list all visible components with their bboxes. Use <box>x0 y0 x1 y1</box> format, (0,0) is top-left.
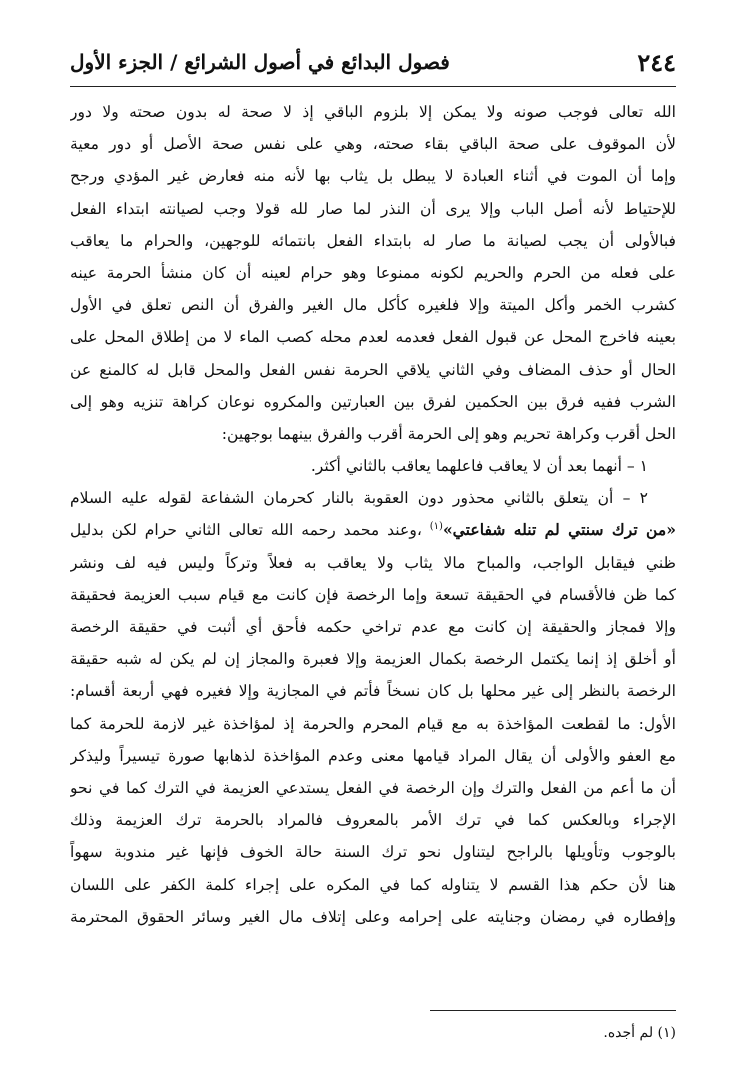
text-line: للإحتياط لأنه أصل الباب وإلا يرى أن النذر لما صار لله قولا وجب لصيانته ابتداء الفعل <box>70 199 676 218</box>
footnote: (١) لم أجده. <box>603 1025 676 1041</box>
page-header <box>70 40 676 84</box>
text-line: كما ظن فالأقسام في الحقيقة تسعة وإما الرخصة فإن كانت مع قيام سبب العزيمة فحقيقة <box>70 585 676 604</box>
text-line: الحال أو حذف المضاف وفي الثاني يلاقي الحرمة نفس الفعل والمحل قابل له كالمنع عن <box>70 360 676 379</box>
text-line: فبالأولى أن يجب لصيانة ما صار له بابتداء الفعل بانتمائه للوجهين، والحرام ما يعاقب <box>70 231 676 250</box>
text-line: لأن الموقوف على صحة الباقي بقاء صحته، وهي على نفس صحة الأصل أو دور معية <box>70 135 676 154</box>
text-line: بالوجوب وتأويلها بالراجح ليتناول نحو ترك السنة حالة الخوف فإنها غير مندوبة سهواً <box>70 843 676 862</box>
text-line: الرخصة بالنظر إلى غير محلها بل كان نسخاً فأتم في المجازية وإلا فغيره فهي أربعة أقسام: <box>70 682 676 701</box>
text-line: على فعله من الحرم والحريم لكونه ممنوعا وهو حرام لعينه أن كان منشأ الحرمة عينه <box>70 263 676 282</box>
text-line: مع العفو والأولى أن يقال المراد قيامها معنى وعدم المؤاخذة لذهابها صورة تيسيراً وليذكر <box>70 746 676 765</box>
text-line: أو أخلق إذ إنما يكتمل الرخصة بكمال العزيمة وإلا فعبرة والمجاز إن لم يكن له شبه حقيقة <box>70 650 676 669</box>
list-item: ٢ – أن يتعلق بالثاني محذور دون العقوبة بالنار كحرمان الشفاعة لقوله عليه السلام <box>70 489 648 508</box>
text-line: الإجراء وبالعكس كما في ترك الأمر بالمعروف فالمراد بالحرمة ترك العزيمة وذلك <box>70 811 676 830</box>
hadith-quote: «من ترك سنتي لم تنله شفاعتي» <box>442 520 676 540</box>
footnote-divider <box>430 1010 676 1011</box>
page-number: ٢٤٤ <box>637 47 676 77</box>
header-divider <box>70 86 676 87</box>
text-line: الحل أقرب وكراهة تحريم وهو إلى الحرمة أقرب والفرق بينهما بوجهين: <box>221 424 676 443</box>
text-line: وإما أن الموت في أثناء العبادة لا يبطل بل يثاب بها لأنه منه فعارض غير المؤدي ورجح <box>70 167 676 186</box>
text-line: الشرب ففيه فرق بين الحكمين لفرق بين العبارتين والمكروه نوعان كراهة تنزيه وهو إلى <box>70 392 676 411</box>
text-line: كشرب الخمر وأكل الميتة وإلا فلغيره كأكل مال الغير والفرق أن النص تعلق في الأول <box>70 296 676 315</box>
running-title: فصول البدائع في أصول الشرائع / الجزء الأول <box>70 50 450 74</box>
text-line: بعينه فاخرج المحل عن قبول الفعل فعدمه لعدم محله كصب الماء لا من إطلاق المحل على <box>70 328 676 347</box>
text-line: وإلا فمجاز والحقيقة إن كانت مع عدم تراخي حكمه فأحق أي أثبت في حقيقة الرخصة <box>70 618 676 636</box>
text-line: وإفطاره في رمضان وجنايته على إحرامه وعلى إتلاف مال الغير وسائر الحقوق المحترمة <box>70 907 676 926</box>
text-line: أن ما أعم من الفعل والترك وإن الرخصة في الفعل يستدعي العزيمة في الترك كما في نحو <box>70 778 676 797</box>
list-item: ١ – أنهما بعد أن لا يعاقب فاعلهما يعاقب بالثاني أكثر. <box>310 457 648 476</box>
main-text <box>70 96 676 933</box>
text-line: ظني فيقابل الواجب، والمباح مالا يثاب ولا يعاقب به فعلاً وتركاً وليس فيه لف ونشر <box>70 553 676 572</box>
text-line: الله تعالى فوجب صونه ولا يمكن إلا بلزوم الباقي إذ لا صحة له بدون صحته ولا دور <box>70 103 676 121</box>
text-fragment: ،وعند محمد رحمه الله تعالى الثاني حرام لكن بدليل <box>70 521 422 540</box>
text-line: الأول: ما لقطعت المؤاخذة به مع قيام المحرم والحرمة إذ لمؤاخذة غير لازمة للحرمة كما <box>70 714 676 733</box>
footnote-reference[interactable]: (١) <box>429 521 443 533</box>
text-line-with-hadith <box>70 514 676 546</box>
text-line: هنا لأن حكم هذا القسم لا يتناوله كما في المكره على إجراء كلمة الكفر على اللسان <box>70 875 676 894</box>
